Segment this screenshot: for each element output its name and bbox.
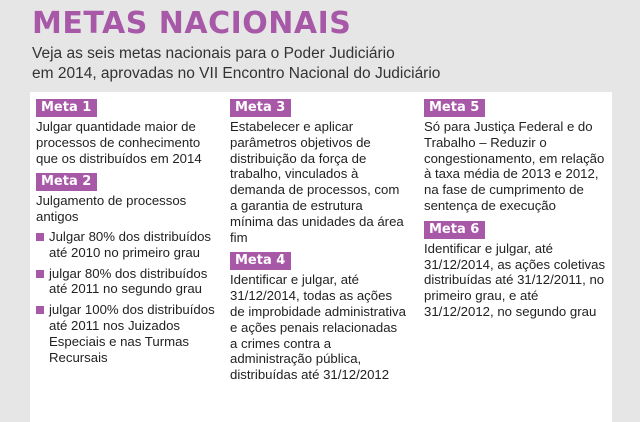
- goal-text: Identificar e julgar, até 31/12/2014, todas as ações de improbidade administrativa e ações penais relacionadas a crimes contra a administração pública, distribuídas até 31/12/2012: [230, 272, 406, 383]
- goal-text: Só para Justiça Federal e do Trabalho – Reduzir o congestionamento, em relação à taxa média de 2013 e 2012, na fase de cumprimento de sentença de execução: [424, 119, 605, 213]
- square-bullet-icon: [36, 233, 44, 241]
- list-item: [36, 229, 216, 261]
- bullet-text: julgar 80% dos distribuídos até 2011 no segundo grau: [49, 265, 208, 297]
- goal-meta-2: [36, 172, 216, 365]
- goal-badge: Meta 4: [230, 252, 291, 270]
- goal-text: Julgar quantidade maior de processos de conhecimento que os distribuídos em 2014: [36, 119, 202, 166]
- subtitle-line-2: em 2014, aprovadas no VII Encontro Nacional do Judiciário: [32, 65, 441, 82]
- goal-meta-5: [424, 98, 608, 214]
- goals-column-2: [230, 98, 408, 389]
- goal-badge: Meta 2: [36, 173, 97, 191]
- goal-badge: Meta 1: [36, 99, 97, 117]
- subtitle-line-1: Veja as seis metas nacionais para o Poder Judiciário: [32, 45, 395, 62]
- list-item: [36, 266, 216, 298]
- square-bullet-icon: [36, 306, 44, 314]
- goal-badge: Meta 5: [424, 99, 485, 117]
- goal-bullet-list: [36, 229, 216, 365]
- goal-text: Julgamento de processos antigos: [36, 193, 187, 225]
- goal-text: Estabelecer e aplicar parâmetros objetivos de distribuição da força de trabalho, vinculados à demanda de processos, com a garantia de estrutura mínima das unidades da área fim: [230, 119, 404, 245]
- bullet-text: julgar 100% dos distribuídos até 2011 nos Juizados Especiais e nas Turmas Recursais: [49, 302, 215, 365]
- goals-column-1: [36, 98, 216, 371]
- page-subtitle: [32, 44, 632, 84]
- goal-meta-1: [36, 98, 216, 166]
- goals-column-3: [424, 98, 608, 326]
- square-bullet-icon: [36, 270, 44, 278]
- goals-card: [30, 92, 612, 422]
- page-title: METAS NACIONAIS: [32, 6, 352, 41]
- goal-meta-3: [230, 98, 408, 245]
- goal-badge: Meta 3: [230, 99, 291, 117]
- goal-meta-6: [424, 220, 608, 320]
- bullet-text: Julgar 80% dos distribuídos até 2010 no primeiro grau: [49, 228, 212, 260]
- goal-badge: Meta 6: [424, 221, 485, 239]
- list-item: [36, 302, 216, 365]
- goal-meta-4: [230, 251, 408, 383]
- goal-text: Identificar e julgar, até 31/12/2014, as ações coletivas distribuídas até 31/12/2011, no primeiro grau, e até 31/12/2012, no segundo grau: [424, 240, 606, 319]
